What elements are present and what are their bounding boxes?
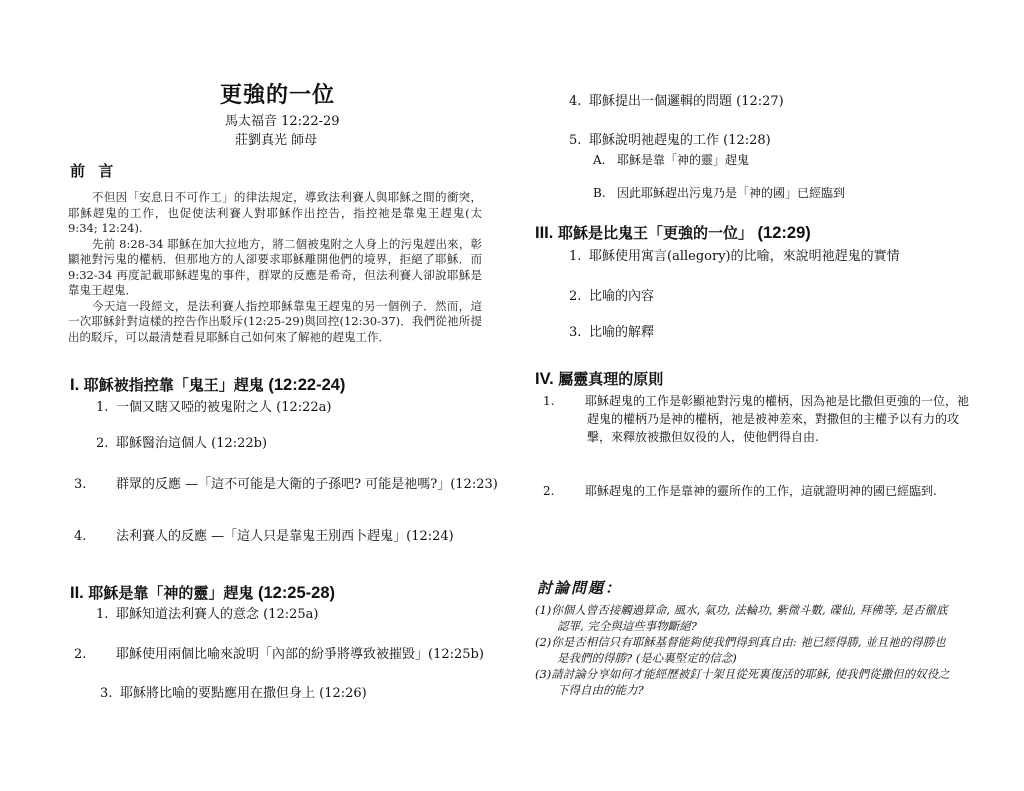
item-text: 耶穌說明祂趕鬼的工作 (12:28) xyxy=(589,133,771,148)
intro-paragraph: 不但因「安息日不可作工」的律法規定，導致法利賽人與耶穌之間的衝突，耶穌趕鬼的工作，也促使法利賽人對耶穌作出控告，指控祂是靠鬼王趕鬼(太 9:34; 12:24). xyxy=(68,190,482,235)
section-4-title: 屬靈真理的原則 xyxy=(558,370,664,388)
item-text: 比喻的內容 xyxy=(589,289,655,304)
item-text: 群眾的反應 —「這不可能是大衛的子孫吧? 可能是祂嗎?」(12:23) xyxy=(116,477,498,492)
item-letter: B. xyxy=(593,186,606,200)
item-text: 耶穌趕鬼的工作是靠神的靈所作的工作，這就證明神的國已經臨到. xyxy=(585,484,937,498)
section-4-roman: IV. xyxy=(535,370,554,388)
list-item xyxy=(100,684,490,703)
list-item xyxy=(569,287,969,306)
item-text: 耶穌提出一個邏輯的問題 (12:27) xyxy=(589,94,784,109)
list-item xyxy=(74,475,508,494)
discussion-question: (2)你是否相信只有耶穌基督能夠使我們得到真自由: 祂已經得勝, 並且祂的得勝也是我們的得勝? (是心裏堅定的信念) xyxy=(535,635,946,665)
item-text: 法利賽人的反應 —「這人只是靠鬼王別西卜趕鬼」(12:24) xyxy=(116,529,454,544)
item-number: 3. xyxy=(569,325,582,340)
section-2-title: 耶穌是靠「神的靈」趕鬼 xyxy=(88,584,254,602)
section-3-roman: III. xyxy=(535,224,554,242)
item-number: 4. xyxy=(74,529,87,544)
item-number: 1. xyxy=(96,607,109,622)
discussion-questions xyxy=(535,602,955,698)
list-item xyxy=(543,482,972,500)
list-item xyxy=(96,605,486,624)
section-1-ref: (12:22-24) xyxy=(268,376,346,394)
section-4-heading xyxy=(535,368,663,389)
item-text: 耶穌使用兩個比喻來說明「內部的紛爭將導致被摧毀」(12:25b) xyxy=(116,647,484,662)
section-3-ref: (12:29) xyxy=(757,224,811,242)
page-title: 更強的一位 xyxy=(220,82,336,108)
item-text: 耶穌醫治這個人 (12:22b) xyxy=(116,436,268,451)
list-item xyxy=(569,323,969,342)
item-number: 5. xyxy=(569,133,582,148)
item-number: 2. xyxy=(543,484,555,498)
intro-paragraph: 先前 8:28-34 耶穌在加大拉地方，將二個被鬼附之人身上的污鬼趕出來，彰顯祂對污鬼的權柄．但那地方的人卻要求耶穌離開他們的境界，拒絕了耶穌．而 9:32-34 再度記載耶穌趕鬼的事件，群眾的反應是希奇，但法利賽人卻說耶穌是靠鬼王趕鬼． xyxy=(68,236,482,297)
list-item xyxy=(543,392,972,446)
item-number: 1. xyxy=(543,394,555,408)
section-1-heading xyxy=(70,374,345,395)
item-number: 3. xyxy=(100,686,113,701)
scripture-reference: 馬太福音 12:22-29 xyxy=(225,114,340,129)
item-text: 耶穌趕鬼的工作是彰顯祂對污鬼的權柄，因為祂是比撒但更強的一位，祂趕鬼的權柄乃是神的權柄，祂是被神差來，對撒但的主權予以有力的攻擊，來釋放被撒但奴役的人，使他們得自由. xyxy=(585,394,970,444)
section-2-ref: (12:25-28) xyxy=(257,584,336,602)
list-item xyxy=(96,434,476,453)
list-item xyxy=(569,131,969,150)
sub-item xyxy=(593,151,973,170)
item-text: 耶穌將比喻的要點應用在撒但身上 (12:26) xyxy=(120,686,367,701)
section-2-roman: II. xyxy=(70,584,84,602)
item-number: 2. xyxy=(96,436,109,451)
item-number: 2. xyxy=(569,289,582,304)
item-number: 2. xyxy=(74,647,87,662)
list-item xyxy=(569,247,979,266)
item-letter: A. xyxy=(593,153,606,167)
section-1-roman: I. xyxy=(70,376,80,394)
item-number: 4. xyxy=(569,94,582,109)
list-item xyxy=(74,527,518,546)
list-item xyxy=(569,92,969,111)
item-number: 3. xyxy=(74,477,87,492)
sub-item xyxy=(593,184,973,203)
item-text: 耶穌使用寓言(allegory)的比喻，來說明祂趕鬼的實情 xyxy=(589,249,900,264)
section-3-heading xyxy=(535,222,811,243)
list-item xyxy=(74,645,520,664)
intro-heading: 前 言 xyxy=(70,162,118,180)
author: 莊劉真光 師母 xyxy=(235,133,318,148)
section-2-heading xyxy=(70,582,335,603)
list-item xyxy=(96,398,476,417)
item-text: 耶穌是靠「神的靈」趕鬼 xyxy=(617,153,750,167)
discussion-question: (3)請討論分享如何才能經歷被釘十架且從死裏復活的耶穌, 使我們從撒但的奴役之下得自由的能力? xyxy=(535,667,950,697)
item-text: 一個又瞎又啞的被鬼附之人 (12:22a) xyxy=(116,400,332,415)
section-1-title: 耶穌被指控靠「鬼王」趕鬼 xyxy=(83,376,264,394)
intro-paragraph: 今天這一段經文，是法利賽人指控耶穌靠鬼王趕鬼的另一個例子．然而，這一次耶穌針對這樣的控告作出駁斥(12:25-29)與回控(12:30-37)．我們從祂所提出的駁斥，可以最清楚看見耶穌自己如何來了解祂的趕鬼工作． xyxy=(68,298,482,344)
section-3-title: 耶穌是比鬼王「更強的一位」 xyxy=(557,224,753,242)
item-text: 比喻的解釋 xyxy=(589,325,655,340)
item-number: 1. xyxy=(569,249,582,264)
item-number: 1. xyxy=(96,400,109,415)
intro-text xyxy=(68,190,482,345)
item-text: 因此耶穌趕出污鬼乃是「神的國」已經臨到 xyxy=(617,186,846,200)
discussion-heading: 討論問題： xyxy=(537,579,623,597)
discussion-question: (1)你個人曾否接觸過算命, 風水, 氣功, 法輪功, 紫微斗數, 碟仙, 拜佛等, 是否徹底認罪, 完全與這些事物斷絕? xyxy=(535,603,948,633)
item-text: 耶穌知道法利賽人的意念 (12:25a) xyxy=(116,607,319,622)
